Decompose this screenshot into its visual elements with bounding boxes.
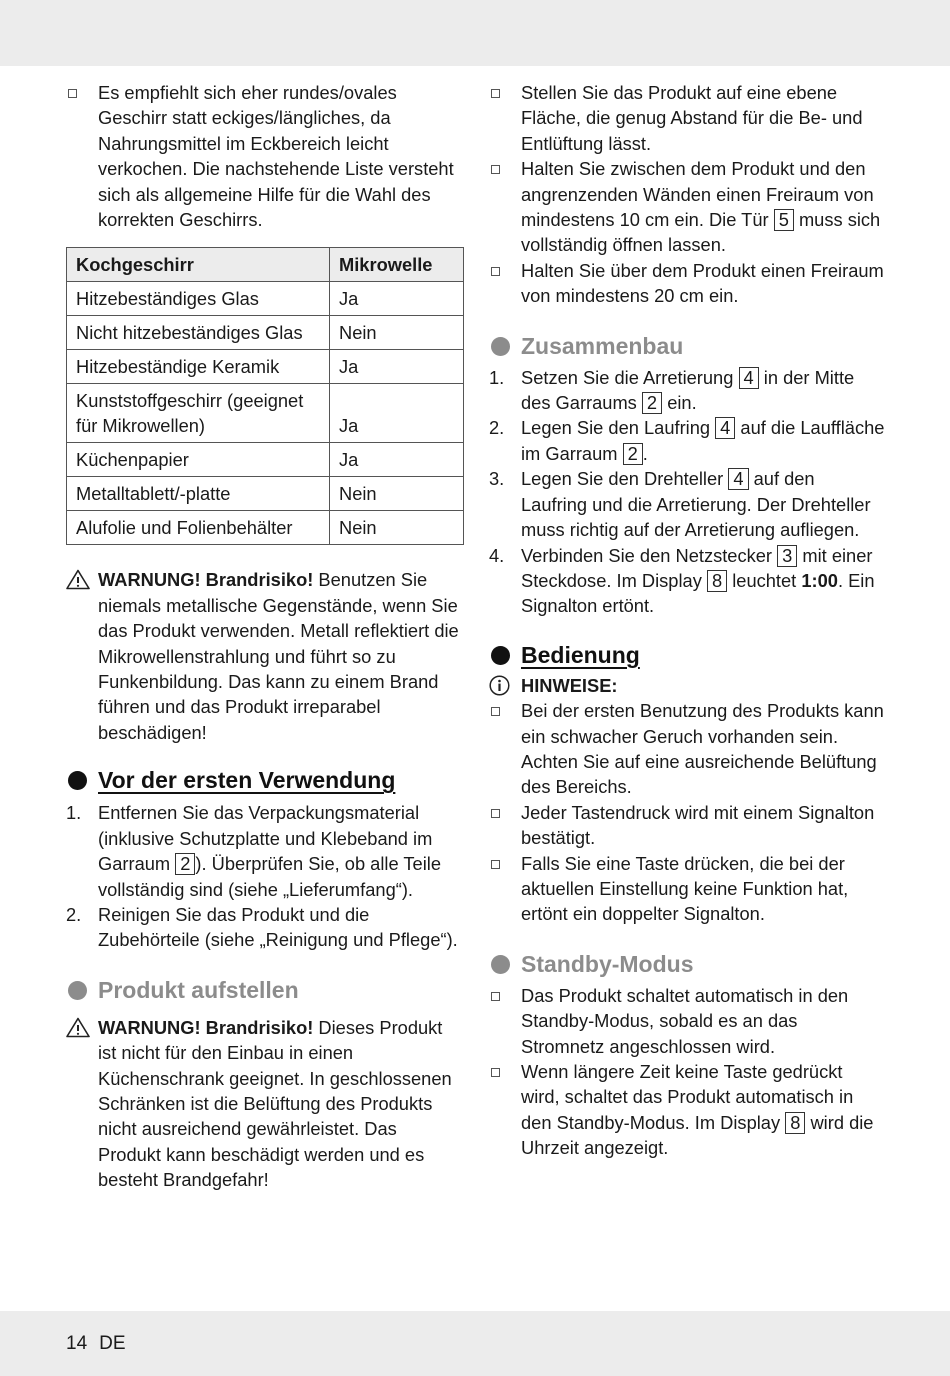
bottom-band bbox=[0, 1311, 950, 1376]
top-band bbox=[0, 0, 950, 66]
part-reference: 2 bbox=[642, 392, 662, 414]
section-title: Produkt aufstellen bbox=[98, 976, 299, 1003]
note-text: Bei der ersten Benutzung des Produkts kann ein schwacher Geruch vorhanden sein. Achten Sie auf eine ausreichende Belüftung des Bereichs. bbox=[521, 700, 884, 798]
warning-fire-risk bbox=[66, 1015, 464, 1193]
section-heading-first-use bbox=[66, 765, 464, 795]
bullet-text: Halten Sie zwischen dem Produkt und den angrenzenden Wänden einen Freiraum von mindestens 10 cm ein. Die Tür bbox=[521, 158, 874, 231]
note-text: Jeder Tastendruck wird mit einem Signalton bestätigt. bbox=[521, 801, 875, 849]
warning-triangle-icon bbox=[66, 1017, 90, 1038]
step-text: in der Mitte des Garraums bbox=[521, 366, 855, 414]
table-header-row bbox=[67, 248, 464, 282]
table-cell: Nein bbox=[330, 477, 464, 511]
list-item bbox=[489, 543, 885, 619]
bullet-dot-icon bbox=[491, 337, 510, 356]
section-heading-standby bbox=[489, 949, 885, 979]
list-item bbox=[66, 800, 464, 902]
step-number: 2. bbox=[66, 903, 82, 925]
left-column bbox=[66, 80, 464, 1193]
warning-text: Benutzen Sie niemals metallische Gegenstände, wenn Sie das Produkt verwenden. Metall reflektiert die Mikrowellenstrahlung und führt so zu Funkenbildung. Das kann zu einem Brand führen und das Produkt irreparabel beschädigen! bbox=[98, 569, 459, 743]
step-text: Reinigen Sie das Produkt und die Zubehörteile (siehe „Reinigung und Pflege“). bbox=[98, 903, 458, 951]
table-cell: Alufolie und Folienbehälter bbox=[67, 511, 330, 545]
table-cell: Nein bbox=[330, 316, 464, 350]
step-text: auf den Laufring und die Arretierung. Der Drehteller muss richtig auf der Arretierung aufliegen. bbox=[521, 468, 871, 541]
bullet-text: wird die Uhrzeit angezeigt. bbox=[521, 1111, 874, 1159]
bullet-text: Stellen Sie das Produkt auf eine ebene Fläche, die genug Abstand für die Be- und Entlüftung lässt. bbox=[521, 82, 863, 154]
table-row bbox=[67, 350, 464, 384]
warning-text: Dieses Produkt ist nicht für den Einbau in einen Küchenschrank geeignet. In geschlossenen Schränken ist die Belüftung des Produkts nicht ausreichend gewährleistet. Das Produkt kann beschädigt werden und es besteht Brandgefahr! bbox=[98, 1016, 452, 1191]
part-reference: 3 bbox=[777, 545, 797, 567]
warning-fire-risk bbox=[66, 567, 464, 745]
table-cell: Ja bbox=[330, 384, 464, 443]
table-cell: Metalltablett/-platte bbox=[67, 477, 330, 511]
step-number: 2. bbox=[489, 417, 505, 439]
part-reference: 8 bbox=[707, 570, 727, 592]
bullet-dot-icon bbox=[68, 981, 87, 1000]
notes-label: HINWEISE: bbox=[521, 674, 618, 696]
section-heading-operation bbox=[489, 640, 885, 670]
bullet-dot-icon bbox=[491, 955, 510, 974]
step-text: Setzen Sie die Arretierung bbox=[521, 366, 734, 388]
table-cell: Hitzebeständiges Glas bbox=[67, 282, 330, 316]
step-number: 4. bbox=[489, 544, 505, 566]
warning-label: WARNUNG! Brandrisiko! bbox=[98, 1016, 314, 1038]
list-item bbox=[489, 80, 885, 156]
section-title: Zusammenbau bbox=[521, 332, 684, 359]
list-item bbox=[66, 902, 464, 953]
cookware-table bbox=[66, 247, 464, 545]
part-reference: 5 bbox=[774, 209, 794, 231]
step-text: . Ein Signalton ertönt. bbox=[521, 569, 875, 617]
note-text: Falls Sie eine Taste drücken, die bei der aktuellen Einstellung keine Funktion hat, ertönt ein doppelter Signalton. bbox=[521, 852, 849, 925]
notes-heading bbox=[489, 673, 885, 698]
list-item bbox=[489, 698, 885, 800]
section-title: Vor der ersten Verwendung bbox=[98, 767, 396, 794]
part-reference: 2 bbox=[175, 853, 195, 875]
table-header: Mikrowelle bbox=[330, 248, 464, 282]
list-item bbox=[489, 156, 885, 258]
list-item bbox=[489, 983, 885, 1059]
right-column bbox=[489, 80, 885, 1161]
table-row bbox=[67, 443, 464, 477]
bullet-dot-icon bbox=[68, 771, 87, 790]
info-icon bbox=[489, 675, 510, 696]
part-reference: 4 bbox=[728, 468, 748, 490]
part-reference: 4 bbox=[715, 417, 735, 439]
bullet-dot-icon bbox=[491, 646, 510, 665]
table-row bbox=[67, 282, 464, 316]
section-heading-setup bbox=[66, 975, 464, 1005]
step-text: Verbinden Sie den Netzstecker bbox=[521, 544, 773, 566]
step-number: 1. bbox=[66, 802, 82, 824]
step-text: Legen Sie den Laufring bbox=[521, 417, 711, 439]
page-footer bbox=[66, 1333, 138, 1355]
list-item bbox=[66, 80, 464, 232]
table-cell: Nein bbox=[330, 511, 464, 545]
table-row bbox=[67, 477, 464, 511]
table-cell: Nicht hitzebeständiges Glas bbox=[67, 316, 330, 350]
bullet-text: Halten Sie über dem Produkt einen Freiraum von mindestens 20 cm ein. bbox=[521, 259, 884, 307]
section-title: Bedienung bbox=[521, 641, 640, 668]
warning-triangle-icon bbox=[66, 569, 90, 590]
step-number: 1. bbox=[489, 366, 505, 388]
step-text: . bbox=[642, 442, 648, 464]
part-reference: 8 bbox=[785, 1112, 805, 1134]
list-item bbox=[489, 800, 885, 851]
intro-bullet-text: Es empfiehlt sich eher rundes/ovales Geschirr statt eckiges/längliches, da Nahrungsmittel im Eckbereich leicht verkochen. Die nachstehende Liste versteht sich als allgemeine Hilfe für die Wahl des korrekten Geschirrs. bbox=[98, 82, 454, 231]
list-item bbox=[489, 365, 885, 416]
part-reference: 4 bbox=[739, 367, 759, 389]
language-code: DE bbox=[99, 1333, 126, 1354]
bullet-text: Das Produkt schaltet automatisch in den Standby-Modus, sobald es an das Stromnetz angeschlossen wird. bbox=[521, 984, 849, 1057]
step-text: Entfernen Sie das Verpackungsmaterial (inklusive Schutzplatte und Klebeband im Garraum bbox=[98, 802, 433, 875]
step-text: leuchtet bbox=[732, 569, 797, 591]
table-cell: Kunststoffgeschirr (geeignet für Mikrowellen) bbox=[67, 384, 330, 443]
table-header: Kochgeschirr bbox=[67, 248, 330, 282]
step-text: Legen Sie den Drehteller bbox=[521, 468, 724, 490]
bullet-text: muss sich vollständig öffnen lassen. bbox=[521, 209, 881, 256]
list-item bbox=[489, 851, 885, 927]
table-row bbox=[67, 384, 464, 443]
step-text: ein. bbox=[667, 392, 697, 414]
table-cell: Ja bbox=[330, 443, 464, 477]
table-cell: Hitzebeständige Keramik bbox=[67, 350, 330, 384]
warning-label: WARNUNG! Brandrisiko! bbox=[98, 569, 314, 591]
section-title: Standby-Modus bbox=[521, 950, 694, 977]
list-item bbox=[489, 258, 885, 309]
bullet-text: Wenn längere Zeit keine Taste gedrückt wird, schaltet das Produkt automatisch in den Standby-Modus. Im Display bbox=[521, 1061, 854, 1133]
list-item bbox=[489, 415, 885, 466]
table-row bbox=[67, 316, 464, 350]
list-item bbox=[489, 1059, 885, 1161]
step-text: mit einer Steckdose. Im Display bbox=[521, 544, 873, 591]
section-heading-assembly bbox=[489, 331, 885, 361]
table-cell: Ja bbox=[330, 350, 464, 384]
table-row bbox=[67, 511, 464, 545]
part-reference: 2 bbox=[623, 443, 643, 465]
step-number: 3. bbox=[489, 468, 505, 490]
step-text: ). Überprüfen Sie, ob alle Teile vollständig sind (siehe „Lieferumfang“). bbox=[98, 853, 441, 900]
step-text: auf die Lauffläche im Garraum bbox=[521, 417, 885, 464]
list-item bbox=[489, 466, 885, 542]
page-number: 14 bbox=[66, 1333, 88, 1354]
table-cell: Küchenpapier bbox=[67, 443, 330, 477]
display-value: 1:00 bbox=[801, 569, 838, 591]
table-cell: Ja bbox=[330, 282, 464, 316]
